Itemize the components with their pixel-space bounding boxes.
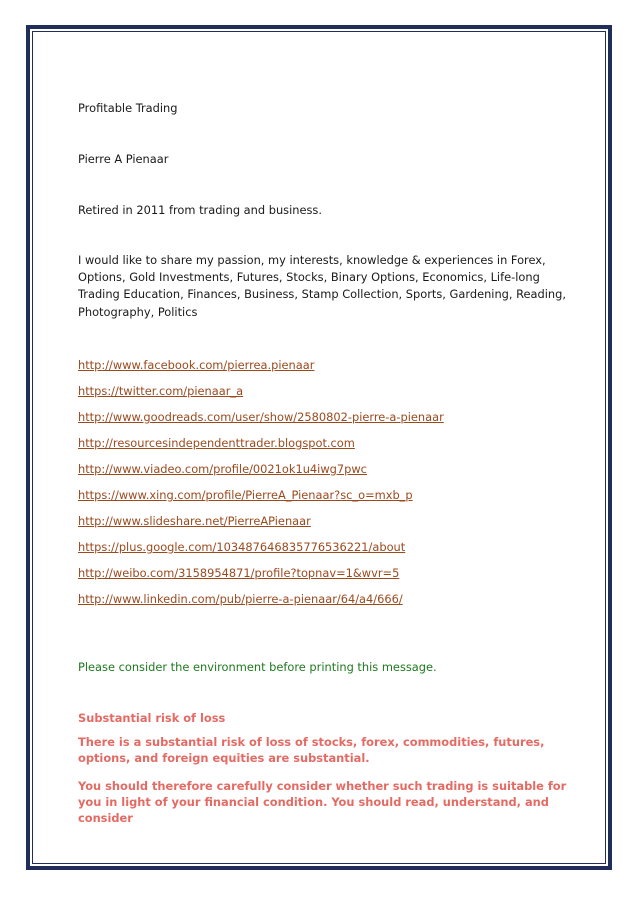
- environment-note: Please consider the environment before printing this message.: [78, 660, 437, 675]
- link-goodreads[interactable]: http://www.goodreads.com/user/show/2580802-pierre-a-pienaar: [78, 409, 444, 424]
- link-linkedin[interactable]: http://www.linkedin.com/pub/pierre-a-pienaar/64/a4/666/: [78, 592, 403, 607]
- retired-note: Retired in 2011 from trading and business.: [78, 203, 322, 217]
- link-google-plus[interactable]: https://plus.google.com/103487646835776536221/about: [78, 540, 406, 555]
- link-blogspot[interactable]: http://resourcesindependenttrader.blogspot.com: [78, 435, 355, 450]
- document-body: [78, 100, 578, 837]
- interests-paragraph: I would like to share my passion, my interests, knowledge & experiences in Forex, Options, Gold Investments, Futures, Stocks, Binary Options, Economics, Life-long Trading Education, Finances, Business, Stamp Collection, Sports, Gardening, Reading, Photography, Politics: [78, 253, 567, 319]
- author-name: Pierre A Pienaar: [78, 152, 169, 166]
- link-twitter[interactable]: https://twitter.com/pienaar_a: [78, 383, 244, 398]
- risk-paragraph-1: There is a substantial risk of loss of stocks, forex, commodities, futures, options, and foreign equities are substantial.: [78, 735, 545, 766]
- link-xing[interactable]: https://www.xing.com/profile/PierreA_Pienaar?sc_o=mxb_p: [78, 488, 413, 503]
- risk-paragraph-2: You should therefore carefully consider whether such trading is suitable for you in light of your financial condition. You should read, understand, and consider: [78, 778, 567, 825]
- risk-heading: Substantial risk of loss: [78, 711, 226, 726]
- document-title: Profitable Trading: [78, 101, 178, 115]
- link-viadeo[interactable]: http://www.viadeo.com/profile/0021ok1u4iwg7pwc: [78, 462, 367, 476]
- link-facebook[interactable]: http://www.facebook.com/pierrea.pienaar: [78, 357, 315, 372]
- link-slideshare[interactable]: http://www.slideshare.net/PierreAPienaar: [78, 514, 311, 529]
- link-weibo[interactable]: http://weibo.com/3158954871/profile?topnav=1&wvr=5: [78, 566, 400, 581]
- profile-links: [78, 357, 578, 607]
